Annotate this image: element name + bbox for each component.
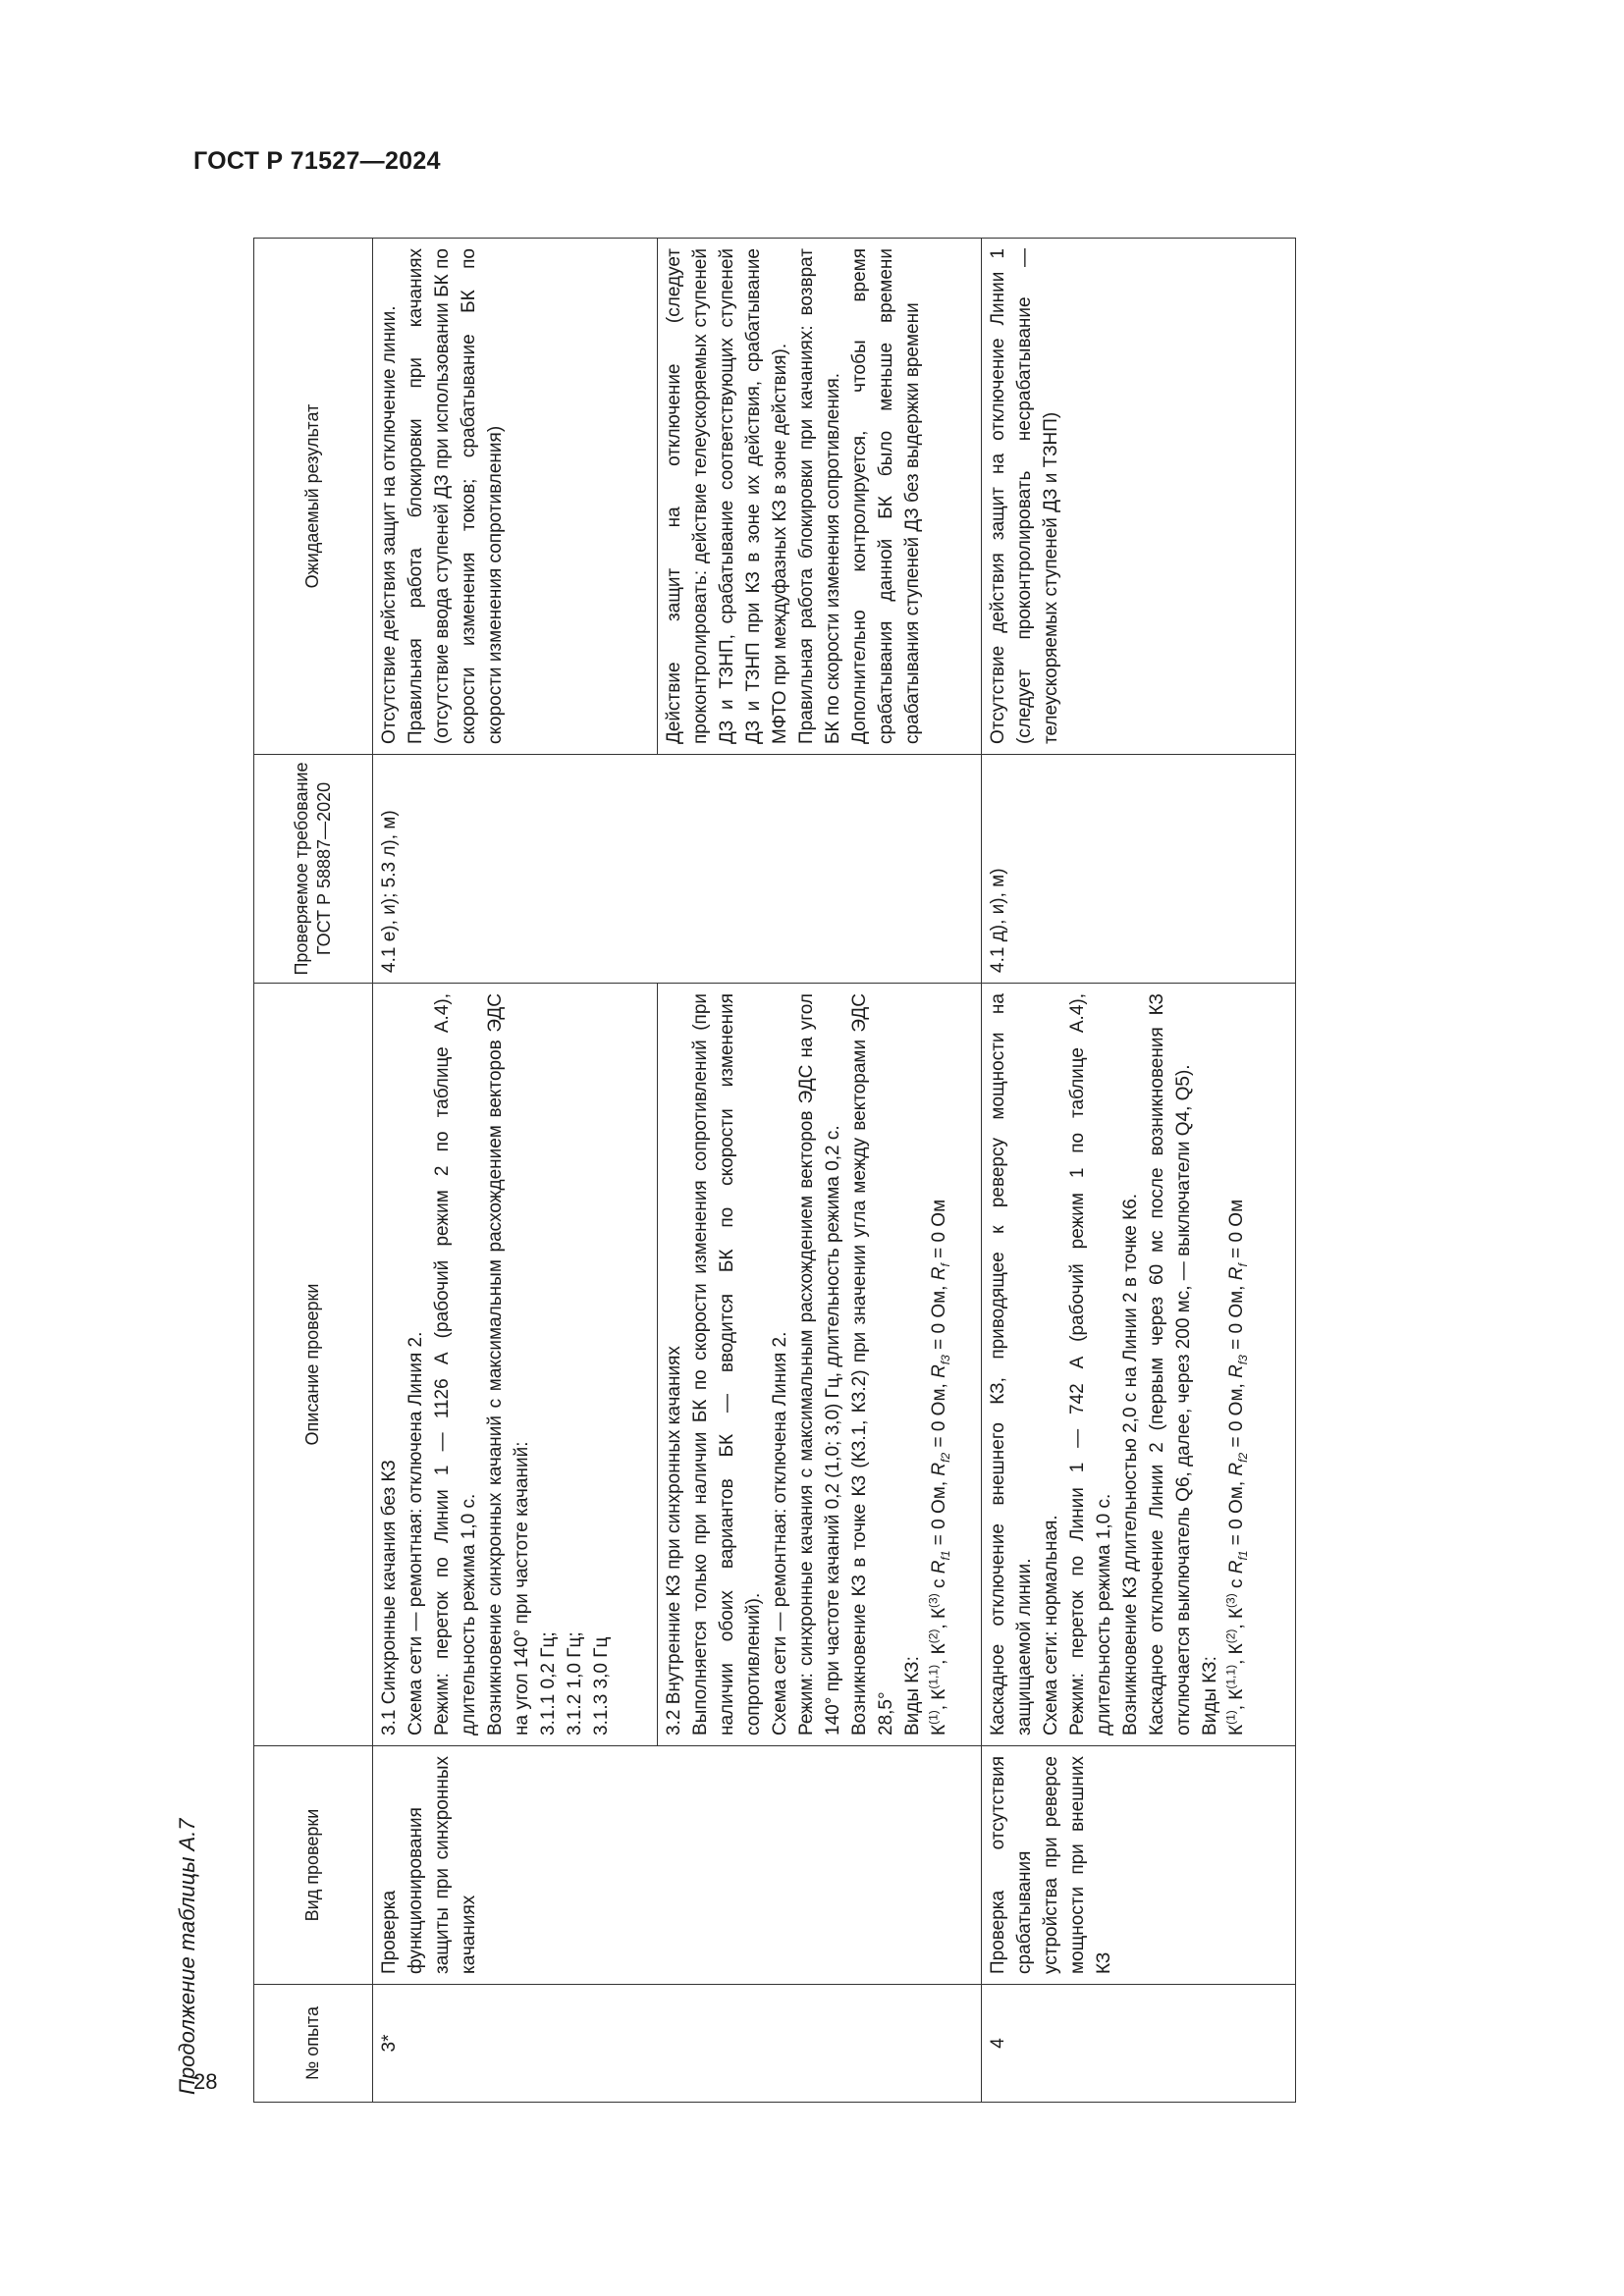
description-line: 3.1.3 3,0 Гц (590, 1636, 612, 1735)
description-line: Возникновение КЗ длительностью 2,0 с на Линии 2 в точке К6. (1119, 1193, 1141, 1735)
description-line: Режим: переток по Линии 1 — 742 А (рабочий режим 1 по таблице А.4), длительность режима 1,0 с. (1066, 993, 1114, 1735)
result-line: Действие защит на отключение (следует проконтролировать: действие телеускоряемых ступеней ДЗ и ТЗНП, срабатывание соответствующих ступеней ДЗ и ТЗНП при КЗ в зоне их действия, срабатывание МФТО при междуфазных КЗ в зоне действия). (664, 248, 790, 744)
result-line: Отсутствие действия защит на отключение Линии 1 (следует проконтролировать несрабатывание — телеускоряемых ступеней ДЗ и ТЗНП) (988, 248, 1061, 744)
column-header: Ожидаемый результат (254, 239, 373, 755)
description-line: 3.1 Синхронные качания без КЗ (379, 1460, 400, 1735)
description-line: Виды КЗ: (901, 1656, 923, 1735)
check-description (982, 984, 1296, 1746)
test-table (253, 238, 1296, 2103)
table-row (982, 239, 1296, 2103)
description-line: Каскадное отключение внешнего КЗ, приводящее к реверсу мощности на защищаемой линии. (988, 993, 1035, 1735)
rotated-table-area (253, 239, 1485, 2103)
description-line: Выполняется только при наличии БК по скорости изменения сопротивлений (при наличии обоих вариантов БК — вводится БК по скорости изменения сопротивлений). (689, 993, 764, 1735)
result-line: Правильная работа блокировки при качаниях: возврат БК по скорости изменения сопротивления. (795, 248, 843, 744)
kz-types-formula: $К^{(1)}$, К$^{(1,1)}$, $К^{(2)}$, $К^{(3)}$ с $R_{f1} = 0$ Ом, $R_{f2} = 0$ Ом, $R_{f3} = 0$ Ом, $R_f = 0$ Ом (1223, 1199, 1250, 1735)
page-number: 28 (193, 2069, 218, 2094)
description-line: Каскадное отключение Линии 2 (первым через 60 мс после возникновения КЗ отключается выключатель Q6, далее, через 200 мс, — выключатели Q4, Q5). (1146, 993, 1194, 1735)
table-row (373, 239, 658, 2103)
description-line: Схема сети — ремонтная: отключена Линия 2. (405, 1331, 426, 1735)
check-type: Проверка функционирования защиты при синхронных качаниях (373, 1746, 982, 1985)
expected-result (982, 239, 1296, 755)
description-line: Схема сети — ремонтная: отключена Линия 2. (769, 1331, 790, 1735)
description-line: 3.2 Внутренние КЗ при синхронных качаниях (664, 1346, 684, 1735)
requirement-ref: 4.1 д), и), м) (982, 755, 1296, 984)
column-header: № опыта (254, 1985, 373, 2103)
check-description (373, 984, 658, 1746)
description-line: Возникновение синхронных качаний с максимальным расхождением векторов ЭДС на угол 140° при частоте качаний: (484, 993, 532, 1735)
description-line: 3.1.1 0,2 Гц; (537, 1631, 559, 1735)
kz-types-formula: $К^{(1)}$, К$^{(1,1)}$, $К^{(2)}$, $К^{(3)}$ с $R_{f1} = 0$ Ом, $R_{f2} = 0$ Ом, $R_{f3} = 0$ Ом, $R_f = 0$ Ом (926, 1199, 952, 1735)
description-line: Виды КЗ: (1199, 1656, 1220, 1735)
description-line: 3.1.2 1,0 Гц; (564, 1631, 585, 1735)
table-header-row (254, 239, 373, 2103)
requirement-ref: 4.1 е), и); 5.3 л), м) (373, 755, 982, 984)
result-line: Дополнительно контролируется, чтобы время срабатывания данной БК было меньше времени срабатывания ступеней ДЗ без выдержки времени (848, 248, 923, 744)
description-line: Возникновение КЗ в точке К3 (К3.1, К3.2) при значении угла между векторами ЭДС 28,5° (848, 993, 896, 1735)
expected-result (658, 239, 982, 755)
check-type: Проверка отсутствия срабатывания устройства при реверсе мощности при внешних КЗ (982, 1746, 1296, 1985)
description-line: Режим: синхронные качания с максимальным расхождением векторов ЭДС на угол 140° при частоте качаний 0,2 (1,0; 3,0) Гц, длительность режима 0,2 с. (795, 993, 843, 1735)
document-header: ГОСТ Р 71527—2024 (193, 147, 441, 175)
test-number: 3* (373, 1985, 982, 2103)
description-line: Схема сети: нормальная. (1040, 1515, 1061, 1735)
column-header: Проверяемое требование ГОСТ Р 58887—2020 (254, 755, 373, 984)
expected-result (373, 239, 658, 755)
check-description (658, 984, 982, 1746)
column-header: Вид проверки (254, 1746, 373, 1985)
column-header: Описание проверки (254, 984, 373, 1746)
description-line: Режим: переток по Линии 1 — 1126 А (рабочий режим 2 по таблице А.4), длительность режима 1,0 с. (431, 993, 479, 1735)
result-line: Отсутствие действия защит на отключение линии. (379, 305, 400, 744)
test-number: 4 (982, 1985, 1296, 2103)
table-caption: Продолжение таблицы А.7 (175, 1818, 199, 2095)
result-line: Правильная работа блокировки при качаниях (отсутствие ввода ступеней ДЗ при использовании БК по скорости изменения токов; срабатывание БК по скорости изменения сопротивления) (405, 248, 506, 744)
